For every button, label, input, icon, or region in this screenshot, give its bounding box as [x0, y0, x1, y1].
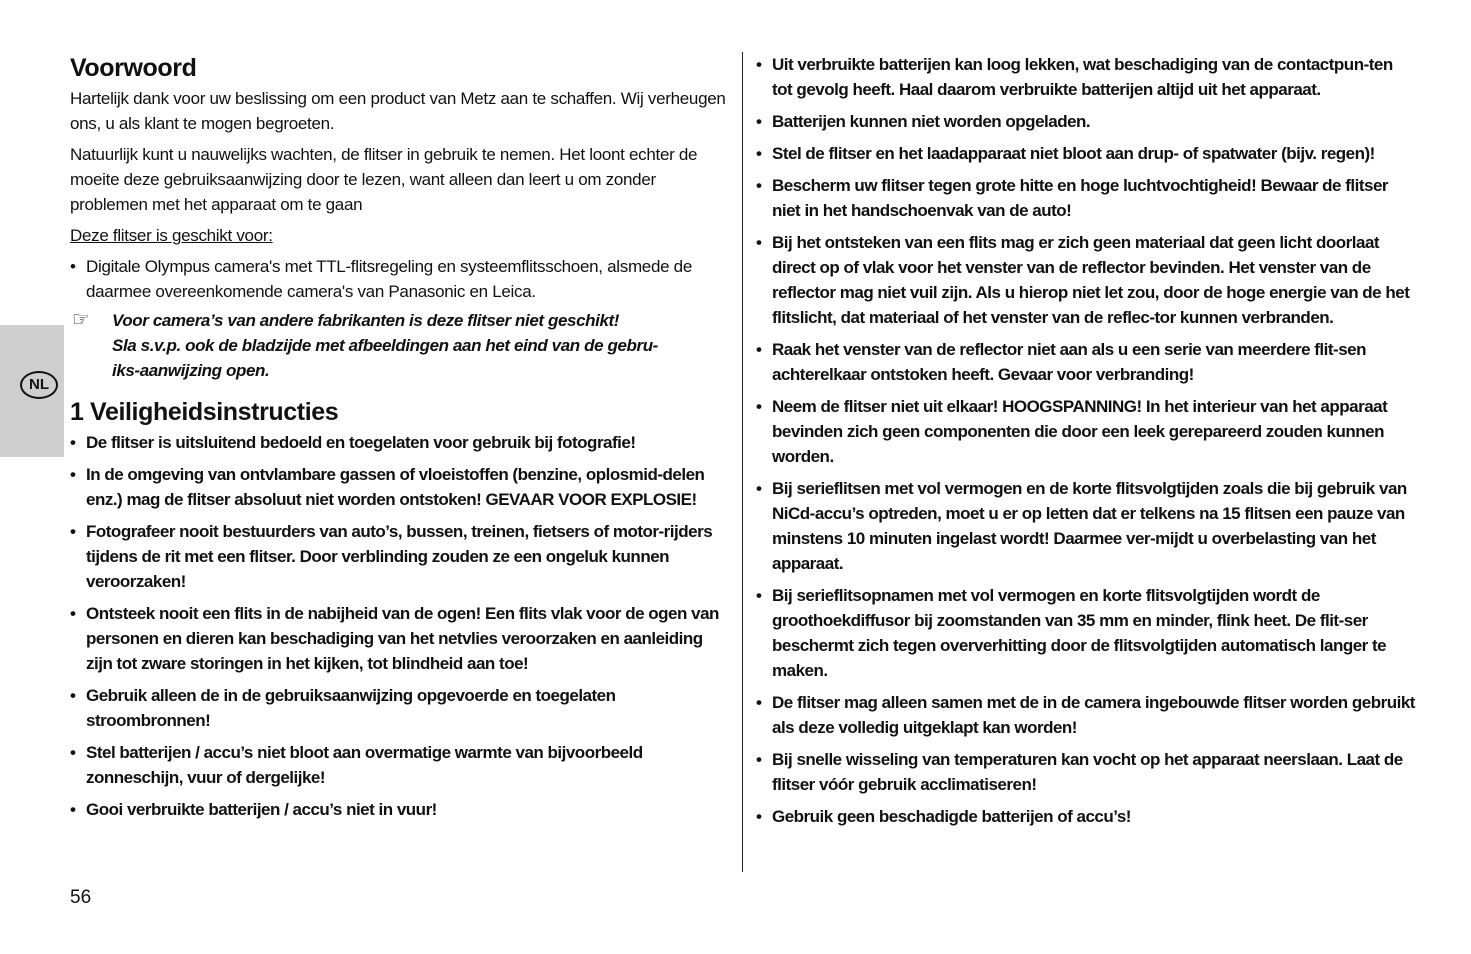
language-badge: NL	[20, 371, 58, 399]
list-item: • Gebruik geen beschadigde batterijen of accu’s!	[756, 804, 1416, 829]
list-item: • In de omgeving van ontvlambare gassen of vloeistoffen (benzine, oplosmid-delen enz.) mag de flitser absoluut niet worden ontstoken! GEVAAR VOOR EXPLOSIE!	[70, 462, 730, 512]
safety-list-right	[756, 52, 1416, 829]
intro-paragraph: Hartelijk dank voor uw beslissing om een product van Metz aan te schaffen. Wij verheugen ons, u als klant te mogen begroeten.	[70, 89, 726, 133]
list-item: • Fotografeer nooit bestuurders van auto’s, bussen, treinen, fietsers of motor-rijders tijdens de rit met een flitser. Door verblinding zouden ze een ongeluk kunnen veroorzaken!	[70, 519, 730, 594]
note-block	[70, 308, 730, 383]
suitable-list	[70, 254, 730, 304]
safety-list-left	[70, 430, 730, 822]
safety-title: 1 Veiligheidsinstructies	[70, 398, 339, 426]
list-item: • Uit verbruikte batterijen kan loog lekken, wat beschadiging van de contactpun-ten tot gevolg heeft. Haal daarom verbruikte batterijen altijd uit het apparaat.	[756, 52, 1416, 102]
list-item: • Bescherm uw flitser tegen grote hitte en hoge luchtvochtigheid! Bewaar de flitser niet in het handschoenvak van de auto!	[756, 173, 1416, 223]
right-column	[756, 52, 1416, 836]
suitable-heading: Deze flitser is geschikt voor:	[70, 226, 273, 245]
list-item: • Bij serieflitsen met vol vermogen en de korte flitsvolgtijden zoals die bij gebruik van NiCd-accu’s optreden, moet u er op letten dat er telkens na 15 flitsen een pauze van minstens 10 minuten ingelast wordt! Daarmee ver-mijdt u overbelasting van het apparaat.	[756, 476, 1416, 576]
list-item: • De flitser is uitsluitend bedoeld en toegelaten voor gebruik bij fotografie!	[70, 430, 730, 455]
pointing-hand-icon: ☞	[72, 309, 90, 331]
list-item: • Digitale Olympus camera's met TTL-flitsregeling en systeemflitsschoen, alsmede de daarmee overeenkomende camera's van Panasonic en Leica.	[70, 254, 730, 304]
list-item: • Gebruik alleen de in de gebruiksaanwijzing opgevoerde en toegelaten stroombronnen!	[70, 683, 730, 733]
list-item: • Bij serieflitsopnamen met vol vermogen en korte flitsvolgtijden wordt de groothoekdiffusor bij zoomstanden van 35 mm en minder, flink heet. De flit-ser beschermt zich tegen oververhitting door de flitsvolgtijden automatisch langer te maken.	[756, 583, 1416, 683]
intro-paragraph: Natuurlijk kunt u nauwelijks wachten, de flitser in gebruik te nemen. Het loont echter de moeite deze gebruiksaanwijzing door te lezen, want alleen dan leert u om zonder problemen met het apparaat om te gaan	[70, 145, 698, 214]
list-item: • Bij het ontsteken van een flits mag er zich geen materiaal dat geen licht doorlaat direct op of vlak voor het venster van de reflector bevinden. Het venster van de reflector mag niet vuil zijn. Als u hierop niet let zou, door de hoge energie van de het flitslicht, dat materiaal of het venster van de reflec-tor kunnen verbranden.	[756, 230, 1416, 330]
note-line: Voor camera’s van andere fabrikanten is deze flitser niet geschikt!	[112, 311, 620, 330]
left-column	[70, 50, 730, 829]
foreword-title: Voorwoord	[70, 54, 197, 82]
list-item: • Batterijen kunnen niet worden opgeladen.	[756, 109, 1416, 134]
list-item: • Raak het venster van de reflector niet aan als u een serie van meerdere flit-sen achterelkaar ontstoken heeft. Gevaar voor verbranding!	[756, 337, 1416, 387]
column-divider	[742, 52, 743, 872]
list-item: • Gooi verbruikte batterijen / accu’s niet in vuur!	[70, 797, 730, 822]
list-item: • De flitser mag alleen samen met de in de camera ingebouwde flitser worden gebruikt als deze volledig uitgeklapt kan worden!	[756, 690, 1416, 740]
list-item: • Bij snelle wisseling van temperaturen kan vocht op het apparaat neerslaan. Laat de flitser vóór gebruik acclimatiseren!	[756, 747, 1416, 797]
list-item: • Neem de flitser niet uit elkaar! HOOGSPANNING! In het interieur van het apparaat bevinden zich geen componenten die door een leek gerepareerd zouden kunnen worden.	[756, 394, 1416, 469]
list-item: • Stel batterijen / accu’s niet bloot aan overmatige warmte van bijvoorbeeld zonneschijn, vuur of dergelijke!	[70, 740, 730, 790]
note-line: Sla s.v.p. ook de bladzijde met afbeeldingen aan het eind van de gebru-	[112, 336, 658, 355]
list-item: • Stel de flitser en het laadapparaat niet bloot aan drup- of spatwater (bijv. regen)!	[756, 141, 1416, 166]
note-line: iks-aanwijzing open.	[112, 361, 270, 380]
list-item: • Ontsteek nooit een flits in de nabijheid van de ogen! Een flits vlak voor de ogen van personen en dieren kan beschadiging van het netvlies veroorzaken en aanleiding zijn tot zware storingen in het kijken, tot blindheid aan toe!	[70, 601, 730, 676]
page-number: 56	[70, 887, 92, 908]
